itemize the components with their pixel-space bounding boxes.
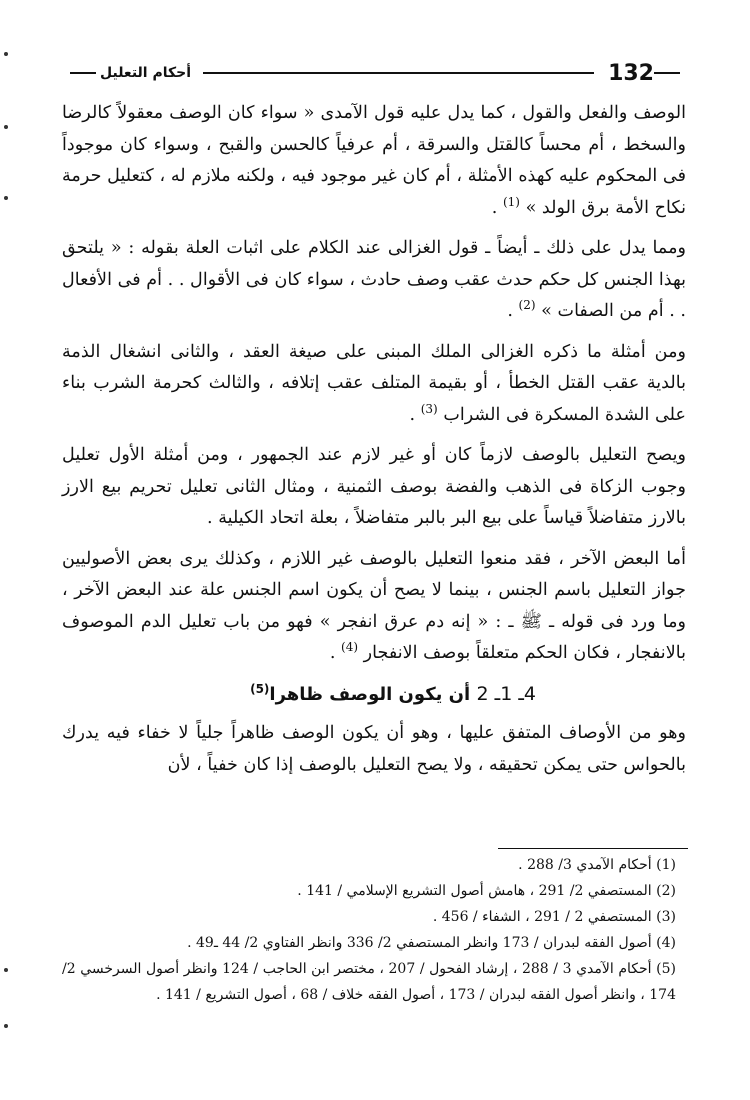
footnote-ref: (2) bbox=[518, 298, 536, 313]
section-heading bbox=[62, 679, 686, 711]
running-title: أحكام التعليل bbox=[100, 65, 192, 81]
footnote: (3) المستصفي 2 / 291 ، الشفاء / 456 . bbox=[432, 909, 676, 925]
paragraph-text: وهو من الأوصاف المتفق عليها ، وهو أن يكون الوصف ظاهراً جلياً لا خفاء فيه يدرك بالحواس حتى يمكن تحقيقه ، ولا يصح التعليل بالوصف إذا كان خفياً ، لأن bbox=[62, 723, 686, 775]
scan-speck bbox=[4, 1024, 8, 1028]
footnote-ref: (1) bbox=[502, 194, 520, 209]
header-dash-left bbox=[70, 72, 96, 74]
paragraph-text: ومما يدل على ذلك ـ أيضاً ـ قول الغزالى عند الكلام على اثبات العلة بقوله : « يلتحق بهذا الجنس كل حكم حدث عقب وصف حادث ، سواء كان فى الأقوال . . أم فى الأفعال . . أم من الصفات » bbox=[62, 238, 686, 321]
footnote: (2) المستصفي 2/ 291 ، هامش أصول التشريع الإسلامي / 141 . bbox=[297, 883, 676, 899]
footnote: (5) أحكام الآمدي 3 / 288 ، إرشاد الفحول / 207 ، مختصر ابن الحاجب / 124 وانظر أصول السرخسي 2/ 174 ، وانظر أصول الفقه لبدران / 173 ، أصول الفقه خلاف / 68 ، أصول التشريع / 141 . bbox=[62, 961, 677, 1003]
header-rule bbox=[203, 72, 594, 74]
scan-speck bbox=[4, 968, 8, 972]
header-dash-right bbox=[654, 72, 680, 74]
scan-speck bbox=[4, 125, 8, 129]
paragraph bbox=[62, 718, 686, 781]
paragraph: أما البعض الآخر ، فقد منعوا التعليل بالوصف غير اللازم ، وكذلك يرى بعض الأصوليين جواز التعليل باسم الجنس ، بينما لا يصح أن يكون اسم الجنس علة عند البعض الآخر ، وما ورد فى قوله ـ ﷺ ـ : « إنه دم عرق انفجر » فهو من باب تعليل الدم الموصوف بالانفجار ، فكان الحكم متعلقاً بوصف الانفجار $^{(4)}$ . bbox=[62, 548, 686, 663]
paragraph: ومن أمثلة ما ذكره الغزالى الملك المبنى على صيغة العقد ، والثانى انشغال الذمة بالدية عقب القتل الخطأ ، أو بقيمة المتلف عقب إتلافه ، والثالث كحرمة الشرب بناء على الشدة المسكرة فى الشراب $^{(3)}$ . bbox=[62, 341, 686, 425]
footnote-divider bbox=[498, 848, 688, 849]
body-text bbox=[62, 98, 686, 790]
paragraph: الوصف والفعل والقول ، كما يدل عليه قول الآمدى « سواء كان الوصف معقولاً كالرضا والسخط ، أم محساً كالقتل والسرقة ، أم عرفياً كالحسن والقبح ، وسواء كان موجوداً فى المحكوم عليه كهذه الأمثلة ، أم كان غير موجود فيه ، ولكنه ملازم له ، كتعليل حرمة نكاح الأمة برق الولد » $^{(1)}$ . bbox=[62, 103, 686, 218]
paragraph-text: الوصف والفعل والقول ، كما يدل عليه قول الآمدى « سواء كان الوصف معقولاً كالرضا والسخط ، أم محساً كالقتل والسرقة ، أم عرفياً كالحسن والقبح ، وسواء كان موجوداً فى المحكوم عليه كهذه الأمثلة ، أم كان غير موجود فيه ، ولكنه ملازم له ، كتعليل حرمة نكاح الأمة برق الولد » bbox=[62, 103, 686, 218]
footnotes bbox=[62, 852, 686, 1008]
scan-speck bbox=[4, 196, 8, 200]
paragraph-text: ومن أمثلة ما ذكره الغزالى الملك المبنى على صيغة العقد ، والثانى انشغال الذمة بالدية عقب القتل الخطأ ، أو بقيمة المتلف عقب إتلافه ، والثالث كحرمة الشرب بناء على الشدة المسكرة فى الشراب bbox=[62, 341, 686, 425]
section-title: أن يكون الوصف ظاهرا bbox=[269, 683, 471, 705]
page-header bbox=[70, 58, 680, 88]
footnote: (4) أصول الفقه لبدران / 173 وانظر المستصفي 2/ 336 وانظر الفتاوي 2/ 44 ـ49 . bbox=[187, 935, 676, 951]
footnote: (1) أحكام الآمدي 3/ 288 . bbox=[518, 857, 676, 873]
footnote-ref: (4) bbox=[341, 640, 359, 655]
scan-speck bbox=[4, 52, 8, 56]
section-number: 4ـ 1ـ 2 bbox=[476, 682, 536, 705]
page-number: 132 bbox=[608, 60, 654, 86]
paragraph-text: ويصح التعليل بالوصف لازماً كان أو غير لازم عند الجمهور ، ومن أمثلة الأول تعليل وجوب الزكاة فى الذهب والفضة بوصف الثمنية ، ومثال الثانى تعليل تحريم بيع الارز بالارز متفاضلاً قياساً على بيع البر بالبر متفاضلاً ، بعلة اتحاد الكيلية . bbox=[62, 445, 686, 528]
paragraph: ومما يدل على ذلك ـ أيضاً ـ قول الغزالى عند الكلام على اثبات العلة بقوله : « يلتحق بهذا الجنس كل حكم حدث عقب وصف حادث ، سواء كان فى الأقوال . . أم فى الأفعال . . أم من الصفات » $^{(2)}$ . bbox=[62, 238, 686, 321]
paragraph bbox=[62, 440, 686, 535]
paragraph-text: أما البعض الآخر ، فقد منعوا التعليل بالوصف غير اللازم ، وكذلك يرى بعض الأصوليين جواز التعليل باسم الجنس ، بينما لا يصح أن يكون اسم الجنس علة عند البعض الآخر ، وما ورد فى قوله ـ ﷺ ـ : « إنه دم عرق انفجر » فهو من باب تعليل الدم الموصوف بالانفجار ، فكان الحكم متعلقاً بوصف الانفجار bbox=[62, 548, 686, 663]
footnote-ref: (3) bbox=[420, 401, 438, 416]
footnote-ref: (5) bbox=[250, 681, 270, 696]
